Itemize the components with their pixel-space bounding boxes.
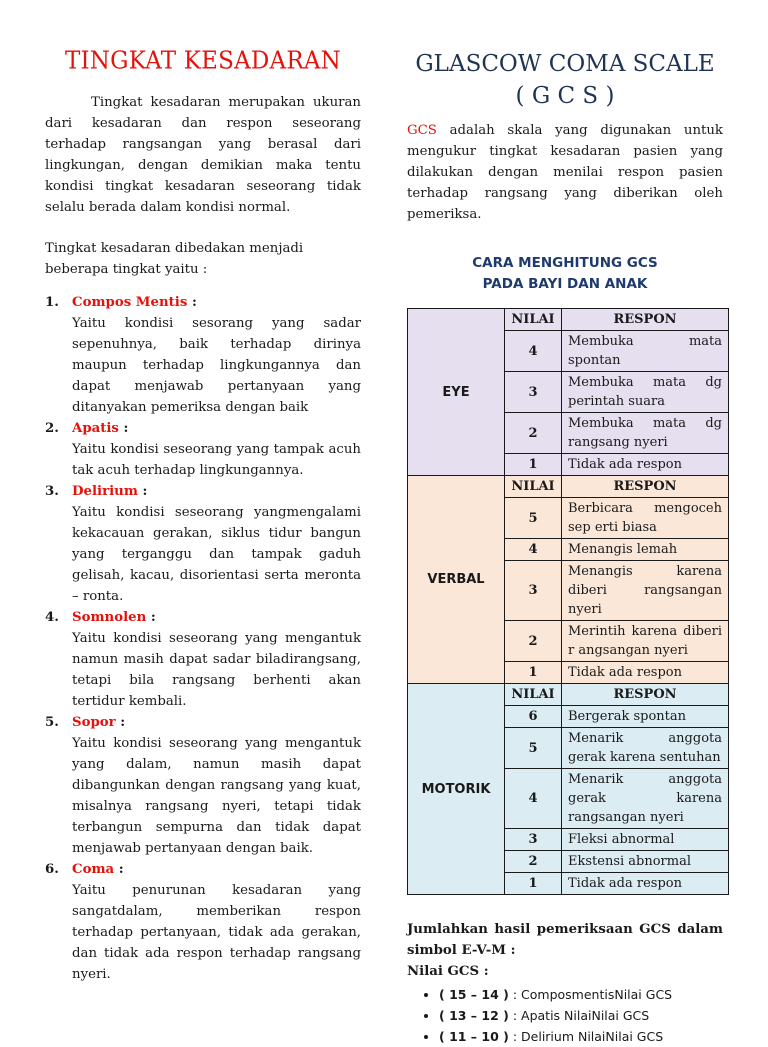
level-item: 5. Sopor : Yaitu kondisi seseorang yang mengantuk yang dalam, namun masih dapat dibangunkan dengan rangsang yang kuat, misalnya rangsang nyeri, tetapi tidak terbangun sempurna dan tidak dapat menjawab pertanyaan dengan baik.: [45, 712, 361, 859]
level-item: 6. Coma : Yaitu penurunan kesadaran yang sangatdalam, memberikan respon terhadap pertanyaan, tidak ada gerakan, dan tidak ada respon terhadap rangsang nyeri.: [45, 859, 361, 985]
table-row: 4 Membuka mata spontan: [408, 331, 729, 372]
table-row: 2 Merintih karena diberi r angsangan nyeri: [408, 621, 729, 662]
table-row: 1 Tidak ada respon: [408, 662, 729, 684]
table-heading-1: CARA MENGHITUNG GCS: [472, 255, 658, 271]
nilai-header: NILAI: [505, 684, 562, 706]
respon-header: RESPON: [562, 309, 729, 331]
left-column: [45, 48, 361, 985]
gcs-definition: GCS adalah skala yang digunakan untuk mengukur tingkat kesadaran pasien yang dilakukan dengan menilai respon pasien terhadap rangsang yang diberikan oleh pemeriksa.: [407, 123, 723, 222]
table-row: 2 Membuka mata dg rangsang nyeri: [408, 413, 729, 454]
level-item: 2. Apatis : Yaitu kondisi seseorang yang tampak acuh tak acuh terhadap lingkungannya.: [45, 418, 361, 481]
motorik-section: [408, 684, 729, 895]
level-description: Yaitu penurunan kesadaran yang sangatdalam, memberikan respon terhadap pertanyaan, tidak ada gerakan, dan tidak ada respon terhadap rangsang nyeri.: [72, 883, 361, 982]
level-description: Yaitu kondisi seseorang yangmengalami kekacauan gerakan, siklus tidur bangun yang terganggu dan tampak gaduh gelisah, kacau, disorientasi serta meronta – ronta.: [72, 505, 361, 604]
table-row: 5 Berbicara mengoceh sep erti biasa: [408, 498, 729, 539]
table-row: 1 Tidak ada respon: [408, 454, 729, 476]
level-description: Yaitu kondisi sesorang yang sadar sepenuhnya, baik terhadap dirinya maupun terhadap lingkungannya dan dapat menjawab pertanyaan yang ditanyakan pemeriksa dengan baik: [72, 316, 361, 415]
summary-text: Jumlahkan hasil pemeriksaan GCS dalam simbol E-V-M :: [407, 922, 723, 958]
table-heading-2: PADA BAYI DAN ANAK: [482, 276, 648, 292]
consciousness-levels-list: [45, 292, 361, 985]
level-description: Yaitu kondisi seseorang yang mengantuk namun masih dapat sadar biladirangsang, tetapi bila rangsang berhenti akan tertidur kembali.: [72, 631, 361, 709]
table-row: 1 Tidak ada respon: [408, 873, 729, 895]
eye-label: EYE: [408, 309, 505, 476]
list-item: • ( 15 – 14 ) : ComposmentisNilai GCS: [439, 984, 723, 1005]
verbal-section: [408, 476, 729, 684]
gcs-ranges-list: [407, 984, 723, 1047]
motorik-label: MOTORIK: [408, 684, 505, 895]
eye-section: [408, 309, 729, 476]
respon-header: RESPON: [562, 684, 729, 706]
level-term: Delirium: [72, 484, 138, 499]
left-title: TINGKAT KESADARAN: [64, 47, 342, 75]
list-item: • ( 13 – 12 ) : Apatis NilaiNilai GCS: [439, 1005, 723, 1026]
lead-paragraph: Tingkat kesadaran dibedakan menjadi beberapa tingkat yaitu :: [45, 241, 304, 277]
gcs-title: GLASCOW COMA SCALE: [415, 51, 715, 77]
verbal-label: VERBAL: [408, 476, 505, 684]
level-term: Coma: [72, 862, 115, 877]
respon-header: RESPON: [562, 476, 729, 498]
nilai-header: NILAI: [505, 309, 562, 331]
table-row: 3 Menangis karena diberi rangsangan nyeri: [408, 561, 729, 621]
level-term: Compos Mentis: [72, 295, 188, 310]
level-term: Sopor: [72, 715, 116, 730]
intro-paragraph: Tingkat kesadaran merupakan ukuran dari kesadaran dan respon seseorang terhadap rangsangan yang berasal dari lingkungan, dengan demikian maka tentu kondisi tingkat kesadaran seseorang tidak selalu berada dalam kondisi normal.: [45, 95, 361, 215]
level-description: Yaitu kondisi seseorang yang mengantuk yang dalam, namun masih dapat dibangunkan dengan rangsang yang kuat, misalnya rangsang nyeri, tetapi tidak terbangun sempurna dan tidak dapat menjawab pertanyaan dengan baik.: [72, 736, 361, 856]
level-description: Yaitu kondisi seseorang yang tampak acuh tak acuh terhadap lingkungannya.: [72, 442, 361, 478]
level-item: 4. Somnolen : Yaitu kondisi seseorang yang mengantuk namun masih dapat sadar biladirangsang, tetapi bila rangsang berhenti akan tertidur kembali.: [45, 607, 361, 712]
table-row: 6 Bergerak spontan: [408, 706, 729, 728]
table-row: 4 Menarik anggota gerak karena rangsangan nyeri: [408, 769, 729, 829]
table-row: 2 Ekstensi abnormal: [408, 851, 729, 873]
level-term: Apatis: [72, 421, 119, 436]
table-row: 3 Membuka mata dg perintah suara: [408, 372, 729, 413]
table-row: 3 Fleksi abnormal: [408, 829, 729, 851]
right-column: [407, 48, 723, 1047]
table-row: 4 Menangis lemah: [408, 539, 729, 561]
level-item: 3. Delirium : Yaitu kondisi seseorang yangmengalami kekacauan gerakan, siklus tidur bangun yang terganggu dan tampak gaduh gelisah, kacau, disorientasi serta meronta – ronta.: [45, 481, 361, 607]
gcs-subtitle: ( G C S ): [515, 83, 615, 109]
list-item: • ( 11 – 10 ) : Delirium NilaiNilai GCS: [439, 1026, 723, 1047]
gcs-summary: [407, 919, 723, 1047]
level-item: 1. Compos Mentis : Yaitu kondisi sesorang yang sadar sepenuhnya, baik terhadap dirinya maupun terhadap lingkungannya dan dapat menjawab pertanyaan yang ditanyakan pemeriksa dengan baik: [45, 292, 361, 418]
table-row: 5 Menarik anggota gerak karena sentuhan: [408, 728, 729, 769]
level-term: Somnolen: [72, 610, 147, 625]
gcs-abbrev: GCS: [407, 123, 437, 138]
gcs-table: [407, 308, 729, 895]
nilai-gcs-label: Nilai GCS :: [407, 964, 489, 979]
nilai-header: NILAI: [505, 476, 562, 498]
